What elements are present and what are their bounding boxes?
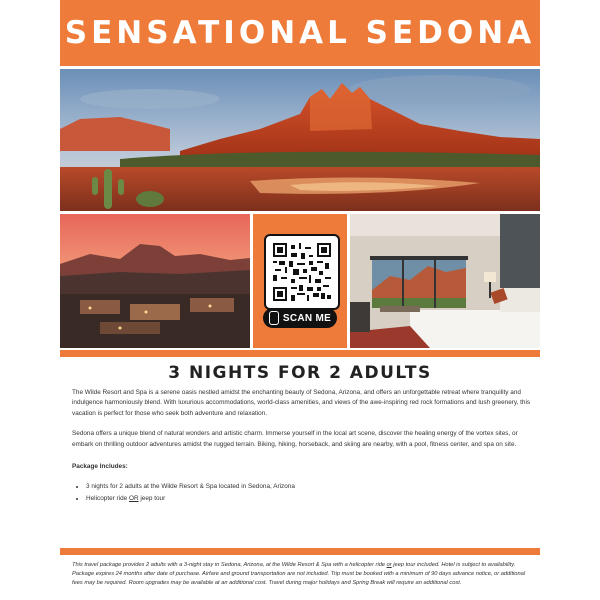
qr-panel [253, 214, 347, 348]
footer-strip [60, 548, 540, 555]
list-item-emphasis: OR [128, 494, 139, 502]
photo-row [60, 214, 540, 348]
list-item-text: 3 nights for 2 adults at the Wilde Resort & Spa located in Sedona, Arizona [86, 483, 295, 491]
description-block [72, 388, 532, 505]
terms-footer [72, 561, 530, 589]
list-item [86, 494, 532, 504]
description-paragraph-1: The Wilde Resort and Spa is a serene oasis nestled amidst the enchanting beauty of Sedona, Arizona, and offers an unforgettable retreat where tranquility and indulgence harmoniously blend. With luxurious accommodations, world-class amenities, and views of the awe-inspiring red rock formations and lush greenery, this vacation is perfect for those who seek both adventure and relaxation. [72, 389, 531, 417]
hero-photo-red-rocks [60, 69, 540, 211]
terms-emphasis: or [386, 562, 392, 568]
package-includes-list [72, 482, 532, 504]
list-item [86, 482, 532, 492]
resort-sunset-photo [60, 214, 250, 348]
package-headline: 3 NIGHTS FOR 2 ADULTS [168, 363, 432, 383]
scan-me-label: SCAN ME [282, 312, 332, 324]
hero-photo-illustration [60, 69, 540, 211]
flyer-page [60, 0, 540, 600]
phone-icon [269, 311, 279, 325]
hotel-room-photo [350, 214, 540, 348]
terms-text: jeep tour included. Hotel is subject to availability. Package expires 24 months after date of purchase. Airfare and ground transportation are not included. Trip must be booked with a minimum of 90 days advance notice, or additional fees may be required. Room upgrades may be available at an additional cost. Travel during major holidays and Spring Break will require an additional cost. [72, 562, 526, 587]
description-paragraph-2: Sedona offers a unique blend of natural wonders and artistic charm. Immerse yourself in the local art scene, discover the healing energy of the vortex sites, or embark on thrilling outdoor adventures amidst the rugged terrain. Biking, hiking, horseback, and skiing are nearby, with a pool, fitness center, and spa on site. [72, 430, 518, 448]
list-item-text: jeep tour [138, 494, 166, 502]
list-item-text: Helicopter ride [86, 494, 129, 502]
flyer-title: SENSATIONAL SEDONA [64, 15, 536, 51]
terms-text: This travel package provides 2 adults with a 3-night stay in Sedona, Arizona, at the Wilde Resort & Spa with a helicopter ride [72, 562, 387, 568]
qr-code-icon [273, 243, 331, 301]
hotel-room-illustration [350, 214, 540, 348]
scan-me-button[interactable] [263, 308, 337, 328]
header-banner [60, 0, 540, 66]
qr-code[interactable] [264, 234, 340, 310]
package-includes-title: Package Includes: [72, 463, 128, 471]
resort-sunset-illustration [60, 214, 250, 348]
divider-strip [60, 350, 540, 357]
